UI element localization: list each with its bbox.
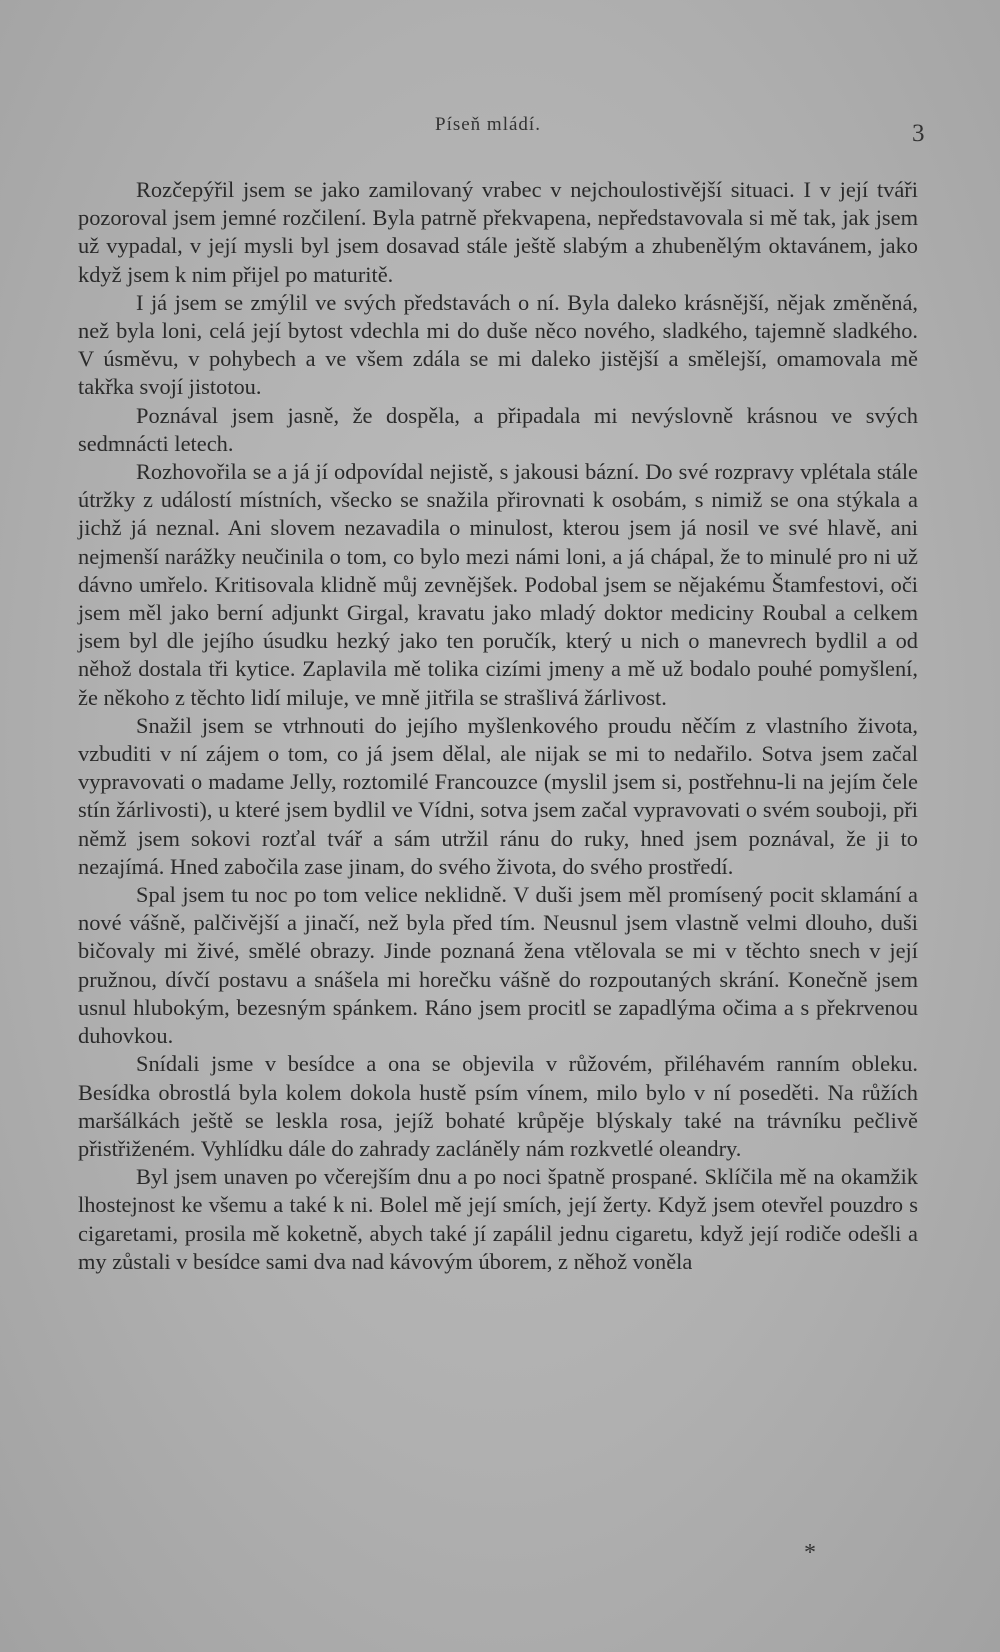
paragraph: Snídali jsme v besídce a ona se objevila v růžovém, přiléhavém ranním obleku. Besídka obrostlá byla kolem dokola hustě psím vínem, milo bylo v ní poseděti. Na růžích maršálkách ještě se leskla rosa, jejíž bohaté krůpěje blýskaly také na trávníku pečlivě přistřiženém. Vyhlídku dále do zahrady zacláněly nám rozkvetlé oleandry.: [78, 1051, 918, 1161]
footer-mark: *: [804, 1540, 816, 1566]
paragraph: Rozčepýřil jsem se jako zamilovaný vrabec v nejchoulostivější situaci. I v její tváři pozoroval jsem jemné rozčilení. Byla patrně překvapena, nepředstavovala si mě tak, jak jsem už vypadal, v její mysli byl jsem dosavad stále ještě slabým a zhubenělým oktavánem, jako když jsem k nim přijel po maturitě.: [78, 177, 918, 287]
page-header: [0, 114, 1000, 147]
paragraph: Poznával jsem jasně, že dospěla, a připadala mi nevýslovně krásnou ve svých sedmnácti letech.: [78, 402, 918, 456]
paragraph: Rozhovořila se a já jí odpovídal nejistě, s jakousi bázní. Do své rozpravy vplétala stále útržky z událostí místních, všecko se snažila přirovnati k osobám, s nimiž se ona stýkala a jichž já neznal. Ani slovem nezavadila o minulost, kterou jsem já nosil ve své hlavě, ani nejmenší narážky neučinila o tom, co bylo mezi námi loni, a já chápal, že to minulé pro ni už dávno umřelo. Kritisovala klidně můj zevnějšek. Podobal jsem se nějakému Štamfestovi, oči jsem měl jako berní adjunkt Girgal, kravatu jako mladý doktor mediciny Roubal a celkem jsem byl dle jejího úsudku hezký jako ten poručík, který u nich o manevrech bydlil a od něhož dostala tři kytice. Zaplavila mě tolika cizími jmeny a mě už bodalo pouhé pomyšlení, že někoho z těchto lidí miluje, ve mně jitřila se strašlivá žárlivost.: [78, 459, 918, 710]
paragraph: Snažil jsem se vtrhnouti do jejího myšlenkového proudu něčím z vlastního života, vzbuditi v ní zájem o tom, co já jsem dělal, ale nijak se mi to nedařilo. Sotva jsem začal vypravovati o madame Jelly, roztomilé Francouzce (myslil jsem si, postřehnu-li na jejím čele stín žárlivosti), u které jsem bydlil ve Vídni, sotva jsem začal vypravovati o svém souboji, při němž jsem sokovi rozťal tvář a sám utržil ránu do ruky, hned jsem poznával, že ji to nezajímá. Hned zabočila zase jinam, do svého života, do svého prostředí.: [78, 712, 918, 879]
paragraph: Spal jsem tu noc po tom velice neklidně. V duši jsem měl promísený pocit sklamání a nové vášně, palčivější a jinačí, než byla před tím. Neusnul jsem vlastně velmi dlouho, duši bičovaly mi živé, smělé obrazy. Jinde poznaná žena vtělovala se mi v těchto snech v její pružnou, dívčí postavu a snášela mi horečku vášně do rozpoutaných skrání. Konečně jsem usnul hlubokým, bezesným spánkem. Ráno jsem procitl se zapadlýma očima a s překrvenou duhovkou.: [78, 882, 918, 1049]
running-title: Píseň mládí.: [435, 114, 541, 135]
paragraph: Byl jsem unaven po včerejším dnu a po noci špatně prospané. Sklíčila mě na okamžik lhostejnost ke všemu a také k ni. Bolel mě její smích, její žerty. Když jsem otevřel pouzdro s cigaretami, prosila mě koketně, abych také jí zapálil jednu cigaretu, když její rodiče odešli a my zůstali v besídce sami dva nad kávovým úborem, z něhož voněla: [78, 1164, 918, 1274]
paragraph: I já jsem se zmýlil ve svých představách o ní. Byla daleko krásnější, nějak změněná, než byla loni, celá její bytost vdechla mi do duše něco nového, sladkého, tajemně sladkého. V úsměvu, v pohybech a ve všem zdála se mi daleko jistější a smělejší, omamovala mě takřka svojí jistotou.: [78, 289, 918, 400]
page-number: 3: [912, 120, 925, 147]
body-text: [78, 176, 918, 1276]
